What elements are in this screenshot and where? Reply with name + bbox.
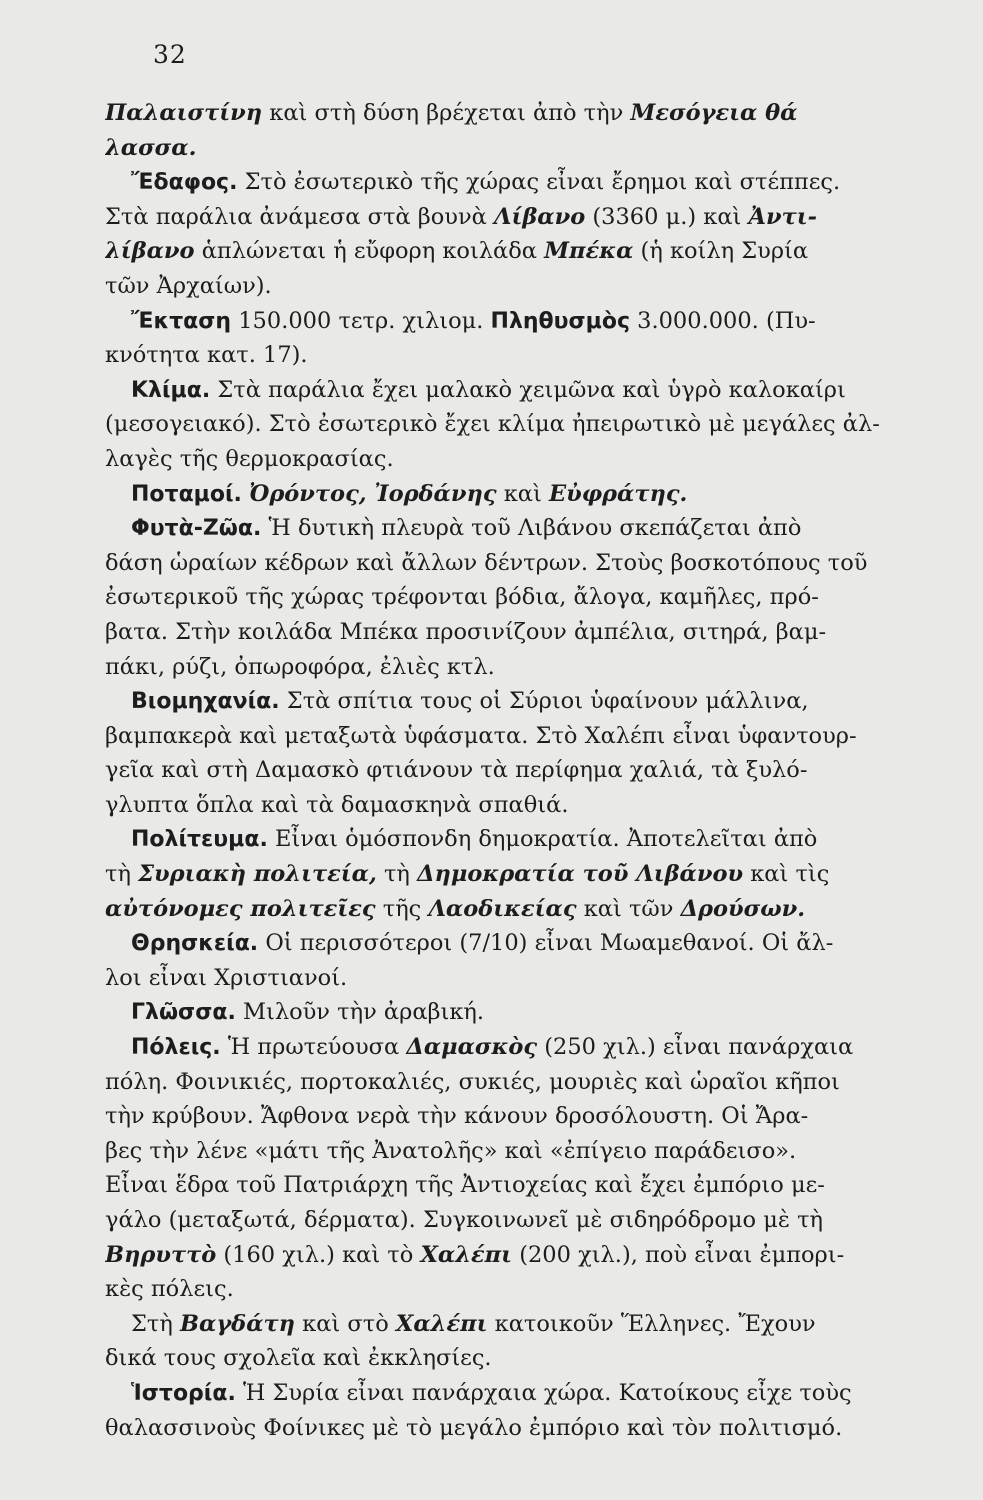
emphasized-term: Λίβανο <box>494 203 586 230</box>
text-line <box>105 650 933 685</box>
text-line <box>105 892 933 927</box>
text-line <box>105 269 933 304</box>
text-line <box>105 477 933 512</box>
text-line <box>105 1134 933 1169</box>
text-run: Στὴ <box>131 1310 180 1337</box>
text-run: τῆς <box>375 895 429 922</box>
section-heading: Πόλεις. <box>131 1035 221 1061</box>
text-line <box>105 788 933 823</box>
section-heading: Πολίτευμα. <box>131 827 268 853</box>
text-line <box>105 442 933 477</box>
text-run: βαμπακερὰ καὶ μεταξωτὰ ὑφάσματα. Στὸ Χαλέπι εἶναι ὑφαντουρ- <box>105 722 857 749</box>
emphasized-term: Χαλέπι <box>420 1241 513 1268</box>
body-text <box>105 96 933 1445</box>
emphasized-term: Χαλέπι <box>395 1310 488 1337</box>
emphasized-term: Δαμασκὸς <box>406 1034 538 1061</box>
text-line <box>105 684 933 719</box>
emphasized-term: λασσα. <box>105 134 197 161</box>
text-run: Ἡ Συρία εἶναι πανάρχαια χώρα. Κατοίκους εἶχε τοὺς <box>235 1379 852 1406</box>
text-line <box>105 995 933 1030</box>
emphasized-term: Μπέκα <box>544 238 634 265</box>
text-run: γάλο (μεταξωτά, δέρματα). Συγκοινωνεῖ μὲ σιδηρόδρομο μὲ τὴ <box>105 1207 824 1233</box>
text-run: Στὰ παράλια ἀνάμεσα στὰ βουνὰ <box>105 203 494 230</box>
text-line <box>105 1272 933 1307</box>
text-line <box>105 546 933 581</box>
text-run: (250 χιλ.) εἶναι πανάρχαια <box>537 1034 854 1061</box>
text-line <box>105 857 933 892</box>
text-run: καὶ τὶς <box>743 861 830 888</box>
text-run: Μιλοῦν τὴν ἀραβική. <box>235 999 485 1026</box>
emphasized-term: λίβανο <box>105 238 195 265</box>
emphasized-term: Συριακὴ πολιτεία, <box>138 861 377 888</box>
text-run: τὴν κρύβουν. Ἄφθονα νερὰ τὴν κάνουν δροσόλουστη. Οἱ Ἄρα- <box>105 1103 809 1130</box>
section-heading: Ἔκταση <box>131 308 232 334</box>
text-line <box>105 407 933 442</box>
text-line <box>105 131 933 166</box>
section-heading: Ἔδαφος. <box>131 170 238 196</box>
text-run: κὲς πόλεις. <box>105 1276 234 1303</box>
text-line <box>105 615 933 650</box>
section-heading: Πληθυσμὸς <box>490 308 630 334</box>
text-run: (ἡ κοίλη Συρία <box>633 238 809 265</box>
emphasized-term: Βηρυττὸ <box>105 1241 217 1268</box>
text-run: δικά τους σχολεῖα καὶ ἐκκλησίες. <box>105 1345 492 1372</box>
section-heading: Γλῶσσα. <box>131 1000 236 1026</box>
text-run: γλυπτα ὅπλα καὶ τὰ δαμασκηνὰ σπαθιά. <box>105 791 569 818</box>
emphasized-term: Εὐφράτης. <box>548 480 688 507</box>
text-line <box>105 822 933 857</box>
text-run: βες τὴν λένε «μάτι τῆς Ἀνατολῆς» καὶ «ἐπίγειο παράδεισο». <box>105 1137 797 1164</box>
emphasized-term: αὐτόνομες πολιτεῖες <box>105 895 376 922</box>
text-line <box>105 304 933 339</box>
text-run: καὶ στὴ δύση βρέχεται ἀπὸ τὴν <box>262 100 631 126</box>
text-run <box>242 481 249 507</box>
text-run: πόλη. Φοινικιές, πορτοκαλιές, συκιές, μουριὲς καὶ ὡραῖοι κῆποι <box>105 1068 840 1095</box>
text-line <box>105 234 933 269</box>
emphasized-term: Παλαιστίνη <box>105 100 263 126</box>
emphasized-term: Δρούσων. <box>680 895 806 922</box>
text-run: (200 χιλ.), ποὺ εἶναι ἐμπορι- <box>512 1241 845 1268</box>
text-run: τὴ <box>376 861 418 888</box>
section-heading: Ἱστορία. <box>131 1380 236 1406</box>
text-run: κατοικοῦν Ἕλληνες. Ἔχουν <box>487 1310 816 1337</box>
text-run: γεῖα καὶ στὴ Δαμασκὸ φτιάνουν τὰ περίφημα χαλιά, τὰ ξυλό- <box>105 757 808 784</box>
emphasized-term: Μεσόγεια θά <box>630 100 798 126</box>
text-run: Εἶναι ὁμόσπονδη δημοκρατία. Ἀποτελεῖται ἀπὸ <box>267 826 818 853</box>
section-heading: Ποταμοί. <box>131 481 242 507</box>
text-run: 3.000.000. (Πυ- <box>630 307 816 334</box>
text-run: λοι εἶναι Χριστιανοί. <box>105 964 348 991</box>
text-line <box>105 1030 933 1065</box>
text-run: Στὰ παράλια ἔχει μαλακὸ χειμῶνα καὶ ὑγρὸ καλοκαίρι <box>210 376 846 403</box>
text-run: κνότητα κατ. 17). <box>105 342 308 369</box>
text-run: λαγὲς τῆς θερμοκρασίας. <box>105 445 394 472</box>
text-line <box>105 511 933 546</box>
text-line <box>105 1376 933 1411</box>
text-run: ἐσωτερικοῦ τῆς χώρας τρέφονται βόδια, ἄλογα, καμῆλες, πρό- <box>105 584 819 611</box>
text-line <box>105 1341 933 1376</box>
page-number: 32 <box>153 40 187 69</box>
section-heading: Θρησκεία. <box>131 931 259 957</box>
text-run: Εἶναι ἕδρα τοῦ Πατριάρχη τῆς Ἀντιοχείας καὶ ἔχει ἐμπόριο με- <box>105 1172 825 1199</box>
text-run: Στὰ σπίτια τους οἱ Σύριοι ὑφαίνουν μάλλινα, <box>279 688 809 715</box>
text-run: καὶ <box>496 480 549 507</box>
section-heading: Φυτὰ-Ζῶα. <box>131 516 262 542</box>
text-line <box>105 753 933 788</box>
text-line <box>105 926 933 961</box>
emphasized-term: Βαγδάτη <box>180 1310 296 1337</box>
text-line <box>105 1203 933 1238</box>
text-run: βατα. Στὴν κοιλάδα Μπέκα προσινίζουν ἀμπέλια, σιτηρά, βαμ- <box>105 618 827 645</box>
text-run: θαλασσινοὺς Φοίνικες μὲ τὸ μεγάλο ἐμπόριο καὶ τὸν πολιτισμό. <box>105 1414 843 1441</box>
text-run: ἁπλώνεται ἡ εὔφορη κοιλάδα <box>194 238 545 265</box>
emphasized-term: Ὀρόντος, Ἰορδάνης <box>249 480 497 507</box>
text-run: τῶν Ἀρχαίων). <box>105 272 272 299</box>
text-run: Στὸ ἐσωτερικὸ τῆς χώρας εἶναι ἔρημοι καὶ στέππες. <box>237 169 841 196</box>
text-run: Οἱ περισσότεροι (7/10) εἶναι Μωαμεθανοί. Οἱ ἄλ- <box>258 930 834 957</box>
text-run: δάση ὡραίων κέδρων καὶ ἄλλων δέντρων. Στοὺς βοσκοτόπους τοῦ <box>105 549 868 576</box>
text-run: (160 χιλ.) καὶ τὸ <box>216 1241 421 1268</box>
emphasized-term: Δημοκρατία τοῦ Λιβάνου <box>417 861 744 888</box>
text-line <box>105 373 933 408</box>
section-heading: Κλίμα. <box>131 377 211 403</box>
text-line <box>105 1099 933 1134</box>
text-line <box>105 338 933 373</box>
text-run: (μεσογειακό). Στὸ ἐσωτερικὸ ἔχει κλίμα ἠπειρωτικὸ μὲ μεγάλες ἀλ- <box>105 411 880 438</box>
emphasized-term: Ἀντι- <box>748 203 817 230</box>
text-line <box>105 1307 933 1342</box>
text-line <box>105 165 933 200</box>
section-heading: Βιομηχανία. <box>131 689 280 715</box>
text-line <box>105 580 933 615</box>
text-line <box>105 1238 933 1273</box>
text-line <box>105 1065 933 1100</box>
text-run: (3360 μ.) καὶ <box>585 203 749 230</box>
text-line <box>105 961 933 996</box>
text-run: Ἡ δυτικὴ πλευρὰ τοῦ Λιβάνου σκεπάζεται ἀπὸ <box>261 515 802 542</box>
text-run: καὶ τῶν <box>576 895 681 922</box>
text-line <box>105 1168 933 1203</box>
text-run: 150.000 τετρ. χιλιομ. <box>231 307 491 334</box>
text-line <box>105 1411 933 1446</box>
text-run: τὴ <box>105 861 139 888</box>
text-line <box>105 96 933 131</box>
text-run: καὶ στὸ <box>295 1310 396 1337</box>
text-run: πάκι, ρύζι, ὀπωροφόρα, ἐλιὲς κτλ. <box>105 653 495 680</box>
text-run: Ἡ πρωτεύουσα <box>220 1034 407 1061</box>
emphasized-term: Λαοδικείας <box>428 895 577 922</box>
text-line <box>105 719 933 754</box>
text-line <box>105 200 933 235</box>
